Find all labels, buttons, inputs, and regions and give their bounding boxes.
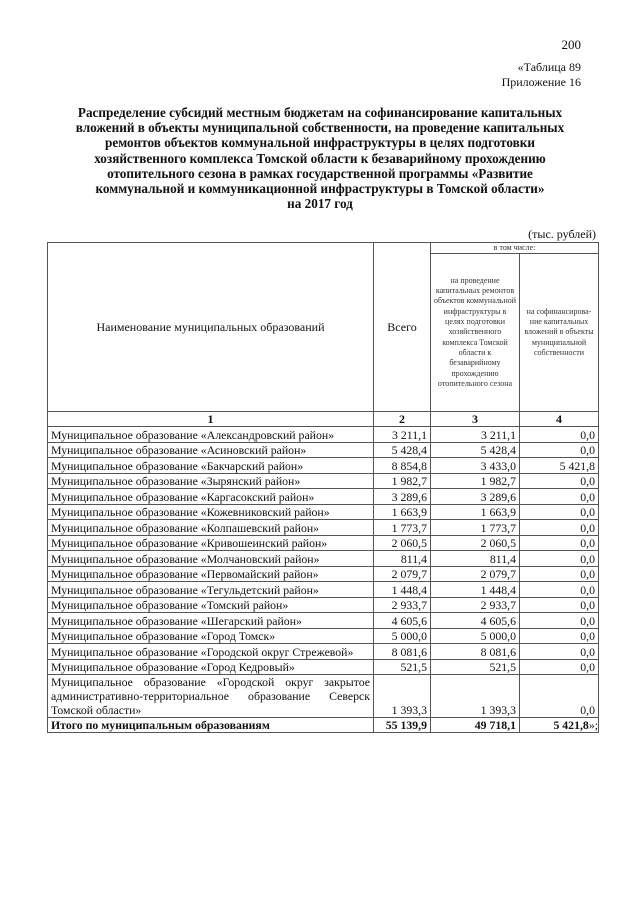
table-row bbox=[48, 535, 599, 551]
municipality-name: Муниципальное образование «Молчановский район» bbox=[48, 551, 374, 567]
cofinancing-value: 0,0 bbox=[520, 427, 599, 443]
cofinancing-value: 5 421,8 bbox=[520, 458, 599, 474]
table-row bbox=[48, 582, 599, 598]
total-value: 2 060,5 bbox=[374, 535, 431, 551]
cofinancing-value: 0,0 bbox=[520, 675, 599, 718]
repairs-value: 1 448,4 bbox=[431, 582, 520, 598]
total-value: 2 079,7 bbox=[374, 566, 431, 582]
municipality-name: Муниципальное образование «Город Кедровый» bbox=[48, 659, 374, 675]
table-row bbox=[48, 597, 599, 613]
table-row bbox=[48, 442, 599, 458]
appendix-number: Приложение 16 bbox=[501, 75, 581, 89]
repairs-value: 1 982,7 bbox=[431, 473, 520, 489]
table-row bbox=[48, 675, 599, 718]
repairs-value: 1 663,9 bbox=[431, 504, 520, 520]
page-number: 200 bbox=[561, 37, 581, 52]
header-including: в том числе: bbox=[431, 243, 599, 254]
cofinancing-value: 0,0 bbox=[520, 659, 599, 675]
total-value: 5 000,0 bbox=[374, 628, 431, 644]
column-number: 4 bbox=[520, 412, 599, 427]
column-numbers-row bbox=[48, 412, 599, 427]
column-number: 2 bbox=[374, 412, 431, 427]
cofinancing-value: 0,0 bbox=[520, 442, 599, 458]
table-row bbox=[48, 489, 599, 505]
total-value: 1 393,3 bbox=[374, 675, 431, 718]
municipality-name: Муниципальное образование «Бакчарский район» bbox=[48, 458, 374, 474]
municipality-name: Муниципальное образование «Городской округ закрытое административно-территориальное образование Северск Томской области» bbox=[48, 675, 374, 718]
table-row bbox=[48, 566, 599, 582]
column-number: 3 bbox=[431, 412, 520, 427]
repairs-value: 2 933,7 bbox=[431, 597, 520, 613]
unit-label: (тыс. рублей) bbox=[528, 227, 596, 241]
municipality-name: Муниципальное образование «Городской округ Стрежевой» bbox=[48, 644, 374, 660]
total-cofinancing bbox=[520, 718, 599, 733]
municipality-name: Муниципальное образование «Кожевниковский район» bbox=[48, 504, 374, 520]
cofinancing-value: 0,0 bbox=[520, 535, 599, 551]
repairs-value: 2 060,5 bbox=[431, 535, 520, 551]
total-value: 5 428,4 bbox=[374, 442, 431, 458]
total-cofinancing-value: 5 421,8 bbox=[553, 718, 589, 732]
repairs-value: 1 393,3 bbox=[431, 675, 520, 718]
column-number: 1 bbox=[48, 412, 374, 427]
table-row bbox=[48, 473, 599, 489]
cofinancing-value: 0,0 bbox=[520, 628, 599, 644]
cofinancing-value: 0,0 bbox=[520, 489, 599, 505]
repairs-value: 4 605,6 bbox=[431, 613, 520, 629]
subsidy-table bbox=[47, 242, 599, 733]
municipality-name: Муниципальное образование «Колпашевский район» bbox=[48, 520, 374, 536]
cofinancing-value: 0,0 bbox=[520, 520, 599, 536]
municipality-name: Муниципальное образование «Асиновский район» bbox=[48, 442, 374, 458]
table-row bbox=[48, 628, 599, 644]
cofinancing-value: 0,0 bbox=[520, 504, 599, 520]
table-reference bbox=[502, 60, 581, 90]
total-row bbox=[48, 718, 599, 733]
repairs-value: 521,5 bbox=[431, 659, 520, 675]
table-row bbox=[48, 504, 599, 520]
cofinancing-value: 0,0 bbox=[520, 597, 599, 613]
municipality-name: Муниципальное образование «Первомайский район» bbox=[48, 566, 374, 582]
header-repairs: на проведение капитальных ремонтов объектов коммунальной инфраструктуры в целях подготовки хозяйственного комплекса Томской области к безаварийному прохождению отопительного сезона bbox=[431, 254, 520, 412]
cofinancing-value: 0,0 bbox=[520, 582, 599, 598]
repairs-value: 5 428,4 bbox=[431, 442, 520, 458]
total-sum: 55 139,9 bbox=[374, 718, 431, 733]
repairs-value: 3 211,1 bbox=[431, 427, 520, 443]
closing-quote: »; bbox=[588, 718, 599, 732]
total-value: 1 773,7 bbox=[374, 520, 431, 536]
header-cofinancing: на софинансирова-ние капитальных вложений в объекты муниципальной собственности bbox=[520, 254, 599, 412]
total-value: 521,5 bbox=[374, 659, 431, 675]
total-value: 1 982,7 bbox=[374, 473, 431, 489]
municipality-name: Муниципальное образование «Кривошеинский район» bbox=[48, 535, 374, 551]
total-value: 1 448,4 bbox=[374, 582, 431, 598]
header-name: Наименование муниципальных образований bbox=[48, 243, 374, 412]
municipality-name: Муниципальное образование «Шегарский район» bbox=[48, 613, 374, 629]
municipality-name: Муниципальное образование «Александровский район» bbox=[48, 427, 374, 443]
total-value: 1 663,9 bbox=[374, 504, 431, 520]
total-value: 4 605,6 bbox=[374, 613, 431, 629]
table-row bbox=[48, 458, 599, 474]
repairs-value: 1 773,7 bbox=[431, 520, 520, 536]
repairs-value: 2 079,7 bbox=[431, 566, 520, 582]
total-value: 8 081,6 bbox=[374, 644, 431, 660]
cofinancing-value: 0,0 bbox=[520, 473, 599, 489]
table-row bbox=[48, 551, 599, 567]
table-row bbox=[48, 644, 599, 660]
cofinancing-value: 0,0 bbox=[520, 566, 599, 582]
total-value: 8 854,8 bbox=[374, 458, 431, 474]
table-number: «Таблица 89 bbox=[517, 60, 581, 74]
cofinancing-value: 0,0 bbox=[520, 551, 599, 567]
total-label: Итого по муниципальным образованиям bbox=[48, 718, 374, 733]
municipality-name: Муниципальное образование «Томский район» bbox=[48, 597, 374, 613]
total-value: 3 289,6 bbox=[374, 489, 431, 505]
cofinancing-value: 0,0 bbox=[520, 613, 599, 629]
repairs-value: 3 289,6 bbox=[431, 489, 520, 505]
municipality-name: Муниципальное образование «Каргасокский район» bbox=[48, 489, 374, 505]
cofinancing-value: 0,0 bbox=[520, 644, 599, 660]
table-row bbox=[48, 613, 599, 629]
total-value: 3 211,1 bbox=[374, 427, 431, 443]
table-row bbox=[48, 427, 599, 443]
repairs-value: 811,4 bbox=[431, 551, 520, 567]
repairs-value: 8 081,6 bbox=[431, 644, 520, 660]
municipality-name: Муниципальное образование «Тегульдетский район» bbox=[48, 582, 374, 598]
repairs-value: 5 000,0 bbox=[431, 628, 520, 644]
repairs-value: 3 433,0 bbox=[431, 458, 520, 474]
header-total: Всего bbox=[374, 243, 431, 412]
title-year: на 2017 год bbox=[287, 196, 353, 212]
total-value: 2 933,7 bbox=[374, 597, 431, 613]
municipality-name: Муниципальное образование «Город Томск» bbox=[48, 628, 374, 644]
title-text: Распределение субсидий местным бюджетам на софинансирование капитальных вложений в объекты муниципальной собственности, на проведение капитальных ремонтов объектов коммунальной инфраструктуры в целях подготовки хозяйственного комплекса Томской области к безаварийному прохождению отопительного сезона в рамках государственной программы «Развитие коммунальной и коммуникационной инфраструктуры в Томской области» bbox=[75, 105, 565, 197]
table-row bbox=[48, 659, 599, 675]
total-value: 811,4 bbox=[374, 551, 431, 567]
municipality-name: Муниципальное образование «Зырянский район» bbox=[48, 473, 374, 489]
document-title bbox=[70, 105, 570, 211]
total-repairs: 49 718,1 bbox=[431, 718, 520, 733]
table-row bbox=[48, 520, 599, 536]
